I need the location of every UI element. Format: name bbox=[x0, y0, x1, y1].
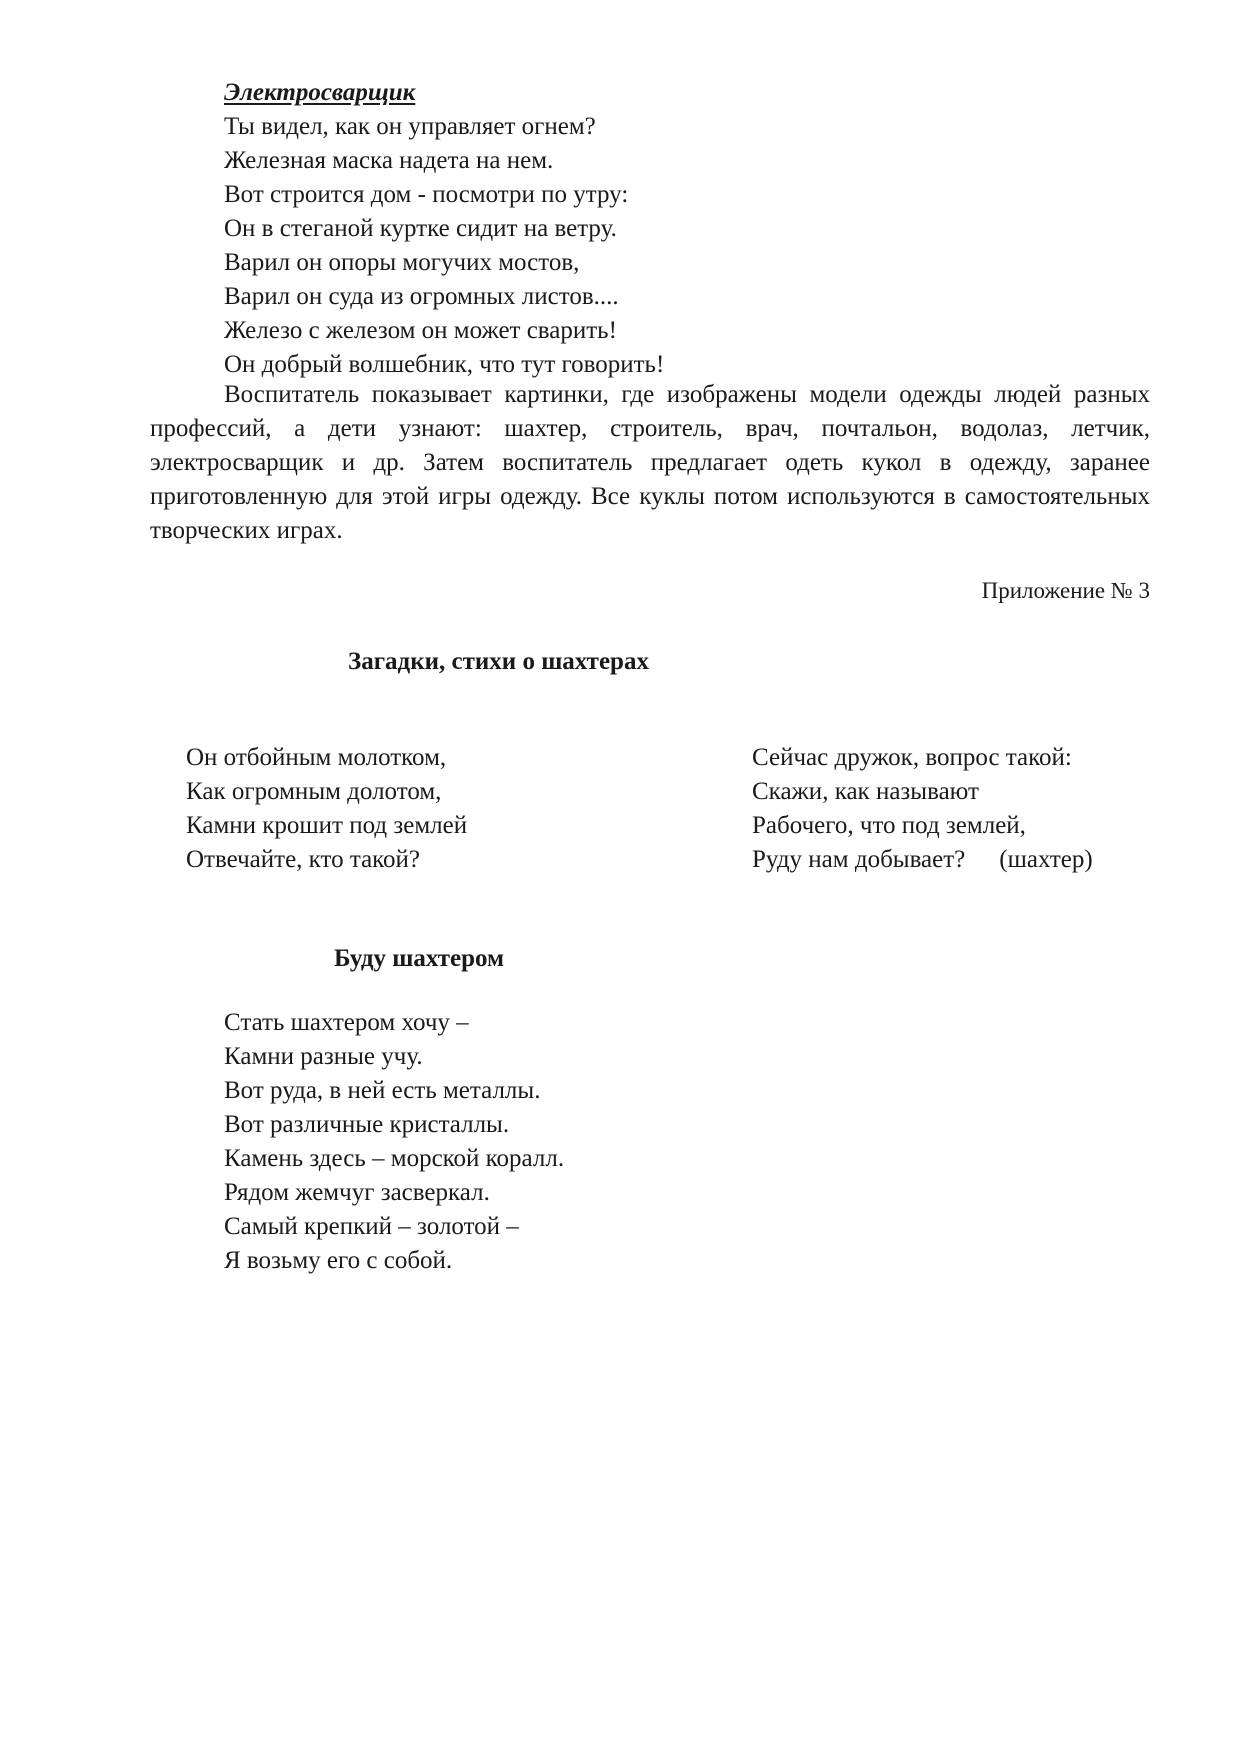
riddle-line: Как огромным долотом, bbox=[186, 778, 442, 805]
riddle-line: Скажи, как называют bbox=[752, 778, 979, 805]
poem-line: Варил он суда из огромных листов.... bbox=[224, 283, 619, 310]
poem-line: Вот руда, в ней есть металлы. bbox=[224, 1077, 541, 1104]
poem-line: Вот строится дом - посмотри по утру: bbox=[224, 181, 629, 208]
riddle-line: Руду нам добывает? bbox=[752, 846, 966, 873]
poem-title: Электросварщик bbox=[224, 79, 416, 106]
section-title: Загадки, стихи о шахтерах bbox=[348, 648, 649, 675]
poem-will-be-miner bbox=[224, 1006, 564, 1278]
poem-line: Железная маска надета на нем. bbox=[224, 147, 554, 174]
riddle-right bbox=[752, 741, 1093, 877]
poem-line: Стать шахтером хочу – bbox=[224, 1009, 469, 1036]
riddle-line: Рабочего, что под землей, bbox=[752, 812, 1026, 839]
riddle-line-with-answer bbox=[752, 843, 1093, 877]
poem-title: Буду шахтером bbox=[334, 945, 505, 972]
poem-line: Камни разные учу. bbox=[224, 1043, 423, 1070]
poem-line: Вот различные кристаллы. bbox=[224, 1111, 510, 1138]
body-paragraph: Воспитатель показывает картинки, где изображены модели одежды людей разных профессий, а дети узнают: шахтер, строитель, врач, почтальон, водолаз, летчик, электросварщик и др. Затем воспитатель предлагает одеть кукол в одежду, заранее приготовленную для этой игры одежду. Все куклы потом используются в самостоятельных творческих играх. bbox=[150, 381, 1150, 544]
poem-line: Самый крепкий – золотой – bbox=[224, 1213, 519, 1240]
poem-line: Варил он опоры могучих мостов, bbox=[224, 249, 580, 276]
poem-line: Рядом жемчуг засверкал. bbox=[224, 1179, 490, 1206]
riddle-line: Отвечайте, кто такой? bbox=[186, 846, 421, 873]
poem-electric-welder bbox=[224, 76, 664, 382]
poem-line: Камень здесь – морской коралл. bbox=[224, 1145, 565, 1172]
poem-line: Я возьму его с собой. bbox=[224, 1247, 453, 1274]
poem-line: Он добрый волшебник, что тут говорить! bbox=[224, 351, 665, 378]
riddle-line: Камни крошит под землей bbox=[186, 812, 468, 839]
poem-line: Железо с железом он может сварить! bbox=[224, 317, 617, 344]
appendix-label: Приложение № 3 bbox=[981, 578, 1150, 603]
riddle-answer: (шахтер) bbox=[999, 846, 1093, 873]
poem-line: Он в стеганой куртке сидит на ветру. bbox=[224, 215, 617, 242]
poem-line: Ты видел, как он управляет огнем? bbox=[224, 113, 596, 140]
riddle-line: Он отбойным молотком, bbox=[186, 744, 447, 771]
riddle-left bbox=[186, 741, 467, 877]
riddle-line: Сейчас дружок, вопрос такой: bbox=[752, 744, 1072, 771]
